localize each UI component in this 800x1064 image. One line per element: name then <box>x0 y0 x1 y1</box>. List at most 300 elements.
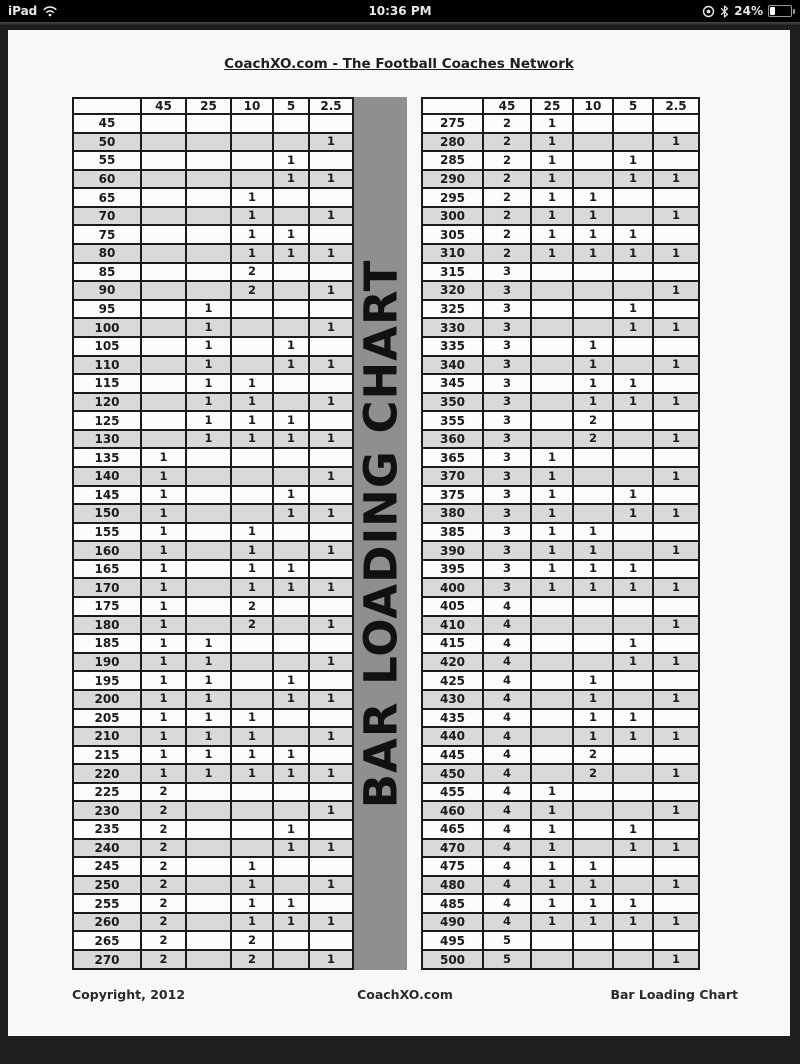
plate-count-cell <box>309 820 353 839</box>
empty-header-cell <box>422 98 483 114</box>
plate-count-cell <box>531 430 573 449</box>
carrier-label: iPad <box>8 4 38 18</box>
plate-count-cell: 3 <box>483 541 531 560</box>
plate-count-cell: 1 <box>573 690 613 709</box>
plate-count-cell: 1 <box>613 225 653 244</box>
plate-count-cell <box>613 783 653 802</box>
plate-count-cell: 1 <box>613 727 653 746</box>
plate-count-cell <box>273 188 309 207</box>
target-weight-cell: 150 <box>73 504 141 523</box>
plate-count-cell <box>141 356 186 375</box>
plate-count-cell: 1 <box>531 188 573 207</box>
plate-count-cell: 1 <box>273 337 309 356</box>
plate-count-cell: 1 <box>531 133 573 152</box>
target-weight-cell: 130 <box>73 430 141 449</box>
plate-count-cell <box>653 486 699 505</box>
plate-count-cell <box>186 801 231 820</box>
plate-count-cell <box>273 634 309 653</box>
plate-count-cell <box>273 541 309 560</box>
plate-count-cell <box>231 486 273 505</box>
plate-count-cell: 1 <box>273 671 309 690</box>
target-weight-cell: 405 <box>422 597 483 616</box>
plate-count-cell: 1 <box>573 374 613 393</box>
table-row <box>73 170 353 189</box>
plate-count-cell <box>309 634 353 653</box>
plate-count-cell: 1 <box>531 857 573 876</box>
plate-count-cell <box>141 263 186 282</box>
plate-count-cell <box>186 207 231 226</box>
plate-count-cell: 4 <box>483 746 531 765</box>
plate-count-cell <box>141 207 186 226</box>
table-row <box>73 727 353 746</box>
plate-count-cell: 1 <box>186 746 231 765</box>
table-row <box>73 486 353 505</box>
table-row <box>73 523 353 542</box>
plate-count-cell <box>573 281 613 300</box>
plate-count-cell <box>653 671 699 690</box>
plate-count-cell <box>273 318 309 337</box>
plate-count-cell: 2 <box>141 894 186 913</box>
plate-count-cell: 1 <box>273 560 309 579</box>
target-weight-cell: 275 <box>422 114 483 133</box>
table-row <box>422 857 699 876</box>
plate-count-cell <box>653 894 699 913</box>
plate-count-cell <box>653 300 699 319</box>
plate-count-cell: 4 <box>483 894 531 913</box>
plate-count-cell <box>573 300 613 319</box>
plate-column-header: 10 <box>573 98 613 114</box>
plate-count-cell <box>531 764 573 783</box>
plate-count-cell: 1 <box>273 430 309 449</box>
plate-count-cell: 1 <box>573 356 613 375</box>
plate-count-cell: 4 <box>483 634 531 653</box>
plate-count-cell: 1 <box>273 411 309 430</box>
plate-count-cell: 3 <box>483 560 531 579</box>
table-row <box>73 393 353 412</box>
plate-count-cell <box>573 616 613 635</box>
table-row <box>73 337 353 356</box>
target-weight-cell: 235 <box>73 820 141 839</box>
table-row <box>73 188 353 207</box>
target-weight-cell: 90 <box>73 281 141 300</box>
plate-count-cell: 3 <box>483 337 531 356</box>
target-weight-cell: 480 <box>422 876 483 895</box>
table-row <box>422 931 699 950</box>
plate-count-cell: 1 <box>186 411 231 430</box>
plate-count-cell <box>273 950 309 969</box>
plate-count-cell: 1 <box>273 820 309 839</box>
plate-count-cell: 4 <box>483 616 531 635</box>
plate-count-cell: 4 <box>483 783 531 802</box>
plate-count-cell: 2 <box>231 950 273 969</box>
plate-count-cell: 4 <box>483 653 531 672</box>
plate-count-cell: 1 <box>531 820 573 839</box>
plate-count-cell: 1 <box>231 578 273 597</box>
document-title-link[interactable]: CoachXO.com - The Football Coaches Network <box>224 56 574 72</box>
plate-count-cell <box>309 783 353 802</box>
plate-count-cell: 1 <box>531 225 573 244</box>
plate-count-cell <box>186 486 231 505</box>
target-weight-cell: 315 <box>422 263 483 282</box>
plate-count-cell <box>186 151 231 170</box>
plate-count-cell: 1 <box>186 393 231 412</box>
plate-count-cell: 1 <box>231 764 273 783</box>
plate-count-cell <box>613 801 653 820</box>
plate-count-cell: 4 <box>483 801 531 820</box>
plate-count-cell: 1 <box>186 727 231 746</box>
plate-count-cell: 2 <box>141 950 186 969</box>
plate-count-cell <box>231 300 273 319</box>
plate-count-cell: 1 <box>141 764 186 783</box>
target-weight-cell: 440 <box>422 727 483 746</box>
plate-count-cell: 4 <box>483 727 531 746</box>
table-row <box>73 597 353 616</box>
status-bar-divider <box>0 22 800 25</box>
plate-count-cell: 1 <box>231 894 273 913</box>
plate-count-cell <box>186 170 231 189</box>
center-banner <box>354 97 407 970</box>
plate-count-cell: 1 <box>231 746 273 765</box>
table-row <box>422 114 699 133</box>
plate-column-header: 45 <box>483 98 531 114</box>
plate-count-cell: 1 <box>653 133 699 152</box>
table-row <box>422 356 699 375</box>
plate-count-cell <box>309 709 353 728</box>
plate-count-cell <box>531 393 573 412</box>
target-weight-cell: 395 <box>422 560 483 579</box>
plate-count-cell: 2 <box>141 820 186 839</box>
plate-count-cell <box>531 337 573 356</box>
plate-column-header: 2.5 <box>309 98 353 114</box>
plate-count-cell: 3 <box>483 523 531 542</box>
target-weight-cell: 355 <box>422 411 483 430</box>
plate-count-cell: 1 <box>573 188 613 207</box>
plate-count-cell: 1 <box>309 281 353 300</box>
plate-count-cell: 1 <box>231 411 273 430</box>
plate-count-cell: 1 <box>573 876 613 895</box>
plate-count-cell: 1 <box>613 894 653 913</box>
plate-count-cell: 1 <box>309 616 353 635</box>
plate-count-cell <box>273 709 309 728</box>
plate-count-cell: 1 <box>531 504 573 523</box>
table-row <box>422 318 699 337</box>
table-row <box>422 820 699 839</box>
plate-count-cell <box>186 263 231 282</box>
target-weight-cell: 135 <box>73 448 141 467</box>
table-row <box>73 783 353 802</box>
plate-count-cell: 1 <box>653 207 699 226</box>
plate-count-cell: 1 <box>573 727 613 746</box>
target-weight-cell: 425 <box>422 671 483 690</box>
plate-count-cell: 3 <box>483 448 531 467</box>
plate-count-cell: 1 <box>309 801 353 820</box>
plate-count-cell: 1 <box>613 318 653 337</box>
plate-count-cell <box>273 281 309 300</box>
plate-count-cell <box>531 931 573 950</box>
plate-count-cell <box>653 263 699 282</box>
plate-count-cell <box>186 857 231 876</box>
table-row <box>422 950 699 969</box>
plate-count-cell: 1 <box>141 727 186 746</box>
plate-count-cell: 1 <box>613 578 653 597</box>
target-weight-cell: 105 <box>73 337 141 356</box>
plate-count-cell <box>186 133 231 152</box>
plate-count-cell: 1 <box>531 151 573 170</box>
table-row <box>73 263 353 282</box>
plate-count-cell: 1 <box>531 876 573 895</box>
target-weight-cell: 270 <box>73 950 141 969</box>
plate-count-cell <box>573 133 613 152</box>
plate-count-cell: 1 <box>613 653 653 672</box>
plate-count-cell <box>231 653 273 672</box>
target-weight-cell: 320 <box>422 281 483 300</box>
target-weight-cell: 80 <box>73 244 141 263</box>
target-weight-cell: 445 <box>422 746 483 765</box>
plate-count-cell: 1 <box>309 913 353 932</box>
plate-count-cell <box>309 523 353 542</box>
plate-count-cell <box>531 300 573 319</box>
plate-count-cell <box>186 467 231 486</box>
plate-count-cell: 1 <box>186 690 231 709</box>
plate-count-cell <box>141 188 186 207</box>
plate-count-cell: 1 <box>309 541 353 560</box>
page-footer <box>72 987 738 1002</box>
plate-count-cell <box>613 541 653 560</box>
plate-count-cell <box>309 114 353 133</box>
target-weight-cell: 120 <box>73 393 141 412</box>
plate-count-cell: 1 <box>309 430 353 449</box>
bluetooth-icon <box>720 5 729 18</box>
plate-count-cell <box>273 207 309 226</box>
plate-count-cell: 1 <box>613 839 653 858</box>
plate-count-cell: 1 <box>309 356 353 375</box>
plate-count-cell <box>141 374 186 393</box>
target-weight-cell: 300 <box>422 207 483 226</box>
plate-count-cell <box>613 411 653 430</box>
plate-count-cell <box>613 690 653 709</box>
plate-count-cell: 1 <box>309 393 353 412</box>
target-weight-cell: 375 <box>422 486 483 505</box>
target-weight-cell: 285 <box>422 151 483 170</box>
plate-count-cell <box>573 634 613 653</box>
plate-count-cell: 1 <box>231 430 273 449</box>
plate-count-cell <box>573 783 613 802</box>
table-row <box>73 300 353 319</box>
plate-count-cell: 1 <box>531 170 573 189</box>
empty-header-cell <box>73 98 141 114</box>
plate-count-cell <box>231 634 273 653</box>
table-row <box>73 448 353 467</box>
plate-count-cell: 2 <box>483 207 531 226</box>
target-weight-cell: 140 <box>73 467 141 486</box>
document-page <box>8 30 790 1036</box>
table-row <box>422 634 699 653</box>
plate-count-cell <box>141 411 186 430</box>
target-weight-cell: 465 <box>422 820 483 839</box>
plate-column-header: 2.5 <box>653 98 699 114</box>
plate-count-cell: 1 <box>573 225 613 244</box>
plate-count-cell: 1 <box>273 578 309 597</box>
plate-count-cell <box>273 523 309 542</box>
table-row <box>422 801 699 820</box>
target-weight-cell: 415 <box>422 634 483 653</box>
plate-count-cell: 2 <box>141 801 186 820</box>
plate-count-cell <box>273 393 309 412</box>
plate-count-cell: 1 <box>613 504 653 523</box>
table-row <box>422 783 699 802</box>
target-weight-cell: 240 <box>73 839 141 858</box>
plate-count-cell: 1 <box>653 504 699 523</box>
header-row <box>73 98 353 114</box>
table-row <box>73 931 353 950</box>
plate-count-cell: 1 <box>573 578 613 597</box>
table-row <box>422 263 699 282</box>
target-weight-cell: 410 <box>422 616 483 635</box>
table-row <box>422 523 699 542</box>
plate-count-cell <box>573 801 613 820</box>
target-weight-cell: 295 <box>422 188 483 207</box>
target-weight-cell: 435 <box>422 709 483 728</box>
plate-count-cell <box>653 448 699 467</box>
plate-count-cell <box>231 133 273 152</box>
plate-count-cell: 4 <box>483 839 531 858</box>
plate-count-cell <box>186 225 231 244</box>
plate-count-cell <box>613 430 653 449</box>
plate-count-cell <box>186 244 231 263</box>
plate-count-cell <box>653 820 699 839</box>
plate-count-cell: 1 <box>573 857 613 876</box>
plate-count-cell: 1 <box>309 839 353 858</box>
plate-count-cell: 2 <box>231 597 273 616</box>
plate-count-cell: 5 <box>483 950 531 969</box>
plate-count-cell <box>273 114 309 133</box>
plate-count-cell: 1 <box>653 318 699 337</box>
plate-count-cell: 1 <box>141 746 186 765</box>
table-row <box>73 374 353 393</box>
plate-count-cell: 3 <box>483 374 531 393</box>
plate-count-cell <box>231 820 273 839</box>
plate-count-cell: 4 <box>483 764 531 783</box>
plate-count-cell <box>231 356 273 375</box>
table-row <box>73 709 353 728</box>
target-weight-cell: 370 <box>422 467 483 486</box>
plate-count-cell <box>186 839 231 858</box>
target-weight-cell: 115 <box>73 374 141 393</box>
plate-count-cell: 5 <box>483 931 531 950</box>
footer-copyright: Copyright, 2012 <box>72 987 186 1002</box>
target-weight-cell: 350 <box>422 393 483 412</box>
plate-count-cell <box>531 709 573 728</box>
target-weight-cell: 200 <box>73 690 141 709</box>
plate-count-cell: 3 <box>483 263 531 282</box>
table-row <box>422 281 699 300</box>
table-row <box>422 690 699 709</box>
plate-count-cell: 1 <box>573 709 613 728</box>
plate-count-cell <box>231 504 273 523</box>
plate-count-cell <box>186 783 231 802</box>
battery-percent-label: 24% <box>734 4 763 18</box>
plate-count-cell: 1 <box>141 560 186 579</box>
plate-count-cell <box>573 151 613 170</box>
target-weight-cell: 250 <box>73 876 141 895</box>
table-row <box>422 913 699 932</box>
plate-count-cell: 3 <box>483 393 531 412</box>
plate-count-cell: 2 <box>141 857 186 876</box>
plate-count-cell <box>613 188 653 207</box>
plate-count-cell: 1 <box>531 486 573 505</box>
plate-count-cell: 4 <box>483 690 531 709</box>
plate-count-cell <box>573 448 613 467</box>
plate-count-cell: 1 <box>653 913 699 932</box>
plate-count-cell: 2 <box>573 764 613 783</box>
plate-count-cell <box>273 931 309 950</box>
plate-count-cell: 3 <box>483 578 531 597</box>
target-weight-cell: 380 <box>422 504 483 523</box>
plate-count-cell <box>309 151 353 170</box>
plate-count-cell <box>613 931 653 950</box>
plate-count-cell: 1 <box>186 430 231 449</box>
table-row <box>73 820 353 839</box>
target-weight-cell: 460 <box>422 801 483 820</box>
plate-count-cell: 1 <box>273 151 309 170</box>
plate-count-cell <box>309 560 353 579</box>
plate-count-cell <box>531 950 573 969</box>
plate-count-cell <box>613 133 653 152</box>
plate-count-cell <box>186 541 231 560</box>
plate-count-cell: 1 <box>613 634 653 653</box>
table-row <box>73 541 353 560</box>
plate-count-cell: 1 <box>186 318 231 337</box>
target-weight-cell: 205 <box>73 709 141 728</box>
target-weight-cell: 330 <box>422 318 483 337</box>
plate-count-cell: 1 <box>309 133 353 152</box>
plate-count-cell: 1 <box>613 486 653 505</box>
plate-count-cell <box>231 151 273 170</box>
plate-count-cell: 1 <box>613 560 653 579</box>
plate-count-cell <box>186 616 231 635</box>
plate-count-cell <box>613 207 653 226</box>
plate-count-cell: 3 <box>483 318 531 337</box>
plate-count-cell: 1 <box>573 207 613 226</box>
target-weight-cell: 165 <box>73 560 141 579</box>
plate-count-cell <box>613 597 653 616</box>
plate-count-cell: 1 <box>231 709 273 728</box>
plate-count-cell <box>613 356 653 375</box>
plate-count-cell <box>653 783 699 802</box>
bar-loading-table-right <box>421 97 700 970</box>
plate-count-cell: 1 <box>531 913 573 932</box>
plate-count-cell: 1 <box>141 541 186 560</box>
plate-count-cell <box>273 467 309 486</box>
plate-count-cell <box>573 820 613 839</box>
plate-count-cell <box>309 746 353 765</box>
plate-count-cell <box>653 188 699 207</box>
plate-count-cell <box>613 448 653 467</box>
plate-count-cell <box>531 616 573 635</box>
plate-count-cell: 2 <box>483 151 531 170</box>
plate-count-cell <box>186 448 231 467</box>
plate-count-cell: 1 <box>653 950 699 969</box>
plate-count-cell <box>613 876 653 895</box>
plate-count-cell: 1 <box>141 634 186 653</box>
plate-count-cell: 1 <box>573 671 613 690</box>
target-weight-cell: 210 <box>73 727 141 746</box>
plate-count-cell: 3 <box>483 430 531 449</box>
plate-count-cell: 1 <box>573 894 613 913</box>
plate-count-cell <box>141 133 186 152</box>
plate-count-cell <box>141 337 186 356</box>
plate-count-cell: 3 <box>483 411 531 430</box>
